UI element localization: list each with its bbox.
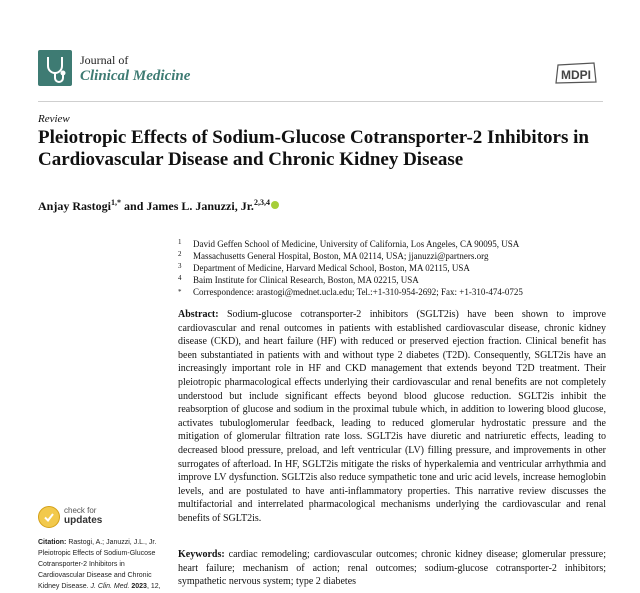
affiliation-number: 4 [178, 274, 182, 282]
check-for-label: check for [64, 506, 97, 515]
correspondence-text[interactable]: Correspondence: arastogi@mednet.ucla.edu; Tel.:+1-310-954-2692; Fax: +1-310-474-0725 [193, 287, 523, 297]
citation-label: Citation: [38, 539, 67, 546]
keywords-text: cardiac remodeling; cardiovascular outcomes; chronic kidney disease; glomerular pressure; heart failure; mechanism of action; renal outcomes; sodium-glucose cotransporter-2 inhibitors; sympathetic nervous system; type 2 diabetes [178, 549, 606, 588]
citation-text: Rastogi, A.; Januzzi, J.L., Jr. Pleiotropic Effects of Sodium-Glucose Cotransporter-2 Inhibitors in Cardiovascular Disease and Chronic Kidney Disease. [38, 539, 157, 590]
stethoscope-icon [38, 50, 72, 86]
header-divider [38, 101, 603, 102]
citation-volume: , 12, [146, 583, 161, 590]
journal-logo [38, 50, 72, 86]
author-connector: and [121, 199, 147, 213]
author-list [38, 198, 279, 214]
affiliation-text: David Geffen School of Medicine, University of California, Los Angeles, CA 90095, USA [193, 239, 520, 249]
article-type: Review [38, 113, 70, 125]
correspondence-marker: * [178, 288, 182, 296]
keywords-label: Keywords: [178, 549, 225, 560]
affiliation-number: 3 [178, 262, 182, 270]
mdpi-logo[interactable] [554, 60, 598, 86]
updates-label: updates [64, 515, 103, 526]
journal-name: Clinical Medicine [80, 68, 191, 84]
orcid-icon[interactable] [271, 201, 279, 209]
article-title: Pleiotropic Effects of Sodium-Glucose Cotransporter-2 Inhibitors in Cardiovascular Disease and Chronic Kidney Disease [38, 127, 589, 170]
affiliation-text[interactable]: Massachusetts General Hospital, Boston, MA 02114, USA; jjanuzzi@partners.org [193, 251, 489, 261]
affiliation-number: 2 [178, 250, 182, 258]
citation-year: 2023 [129, 583, 147, 590]
affiliation-number: 1 [178, 238, 182, 246]
abstract-text: Sodium-glucose cotransporter-2 inhibitors (SGLT2is) have been shown to improve cardiovascular and renal outcomes in patients with established cardiovascular disease, chronic kidney disease (CKD), and heart failure (HF) with reduced or preserved ejection fraction. Clinical benefit has been substantiated in patients with and without type 2 diabetes (T2D). Consequently, SGLT2is have an increasingly important role in HF and CKD management that extends beyond T2D treatment. Their pleiotropic pharmacological effects underlying their cardiovascular and renal benefits are not completely understood but include significant effects beyond blood glucose reduction. SGLT2is inhibit the reabsorption of glucose and sodium in the proximal tubule which, in addition to lowering blood glucose, activates tubuloglomerular feedback, leading to reduced glomerular hydrostatic pressure and the mitigation of glomerular filtration rate loss. SGLT2is have diuretic and natriuretic effects, leading to decreased blood pressure, preload, and left ventricular (LV) filling pressure, and improvements in other surrogates of afterload. In HF, SGLT2is mitigate the risks of hyperkalemia and ventricular arrhythmia and improve LV dysfunction. SGLT2is also reduce sympathetic tone and uric acid levels, increase hemoglobin levels, and are postulated to have anti-inflammatory properties. This narrative review discusses the multifactorial and interrelated pharmacological mechanisms underlying the cardiovascular and renal benefits of SGLT2is. [178, 309, 606, 524]
check-for-updates-button[interactable] [38, 506, 138, 532]
abstract [178, 308, 606, 526]
author-name[interactable]: Anjay Rastogi [38, 199, 112, 213]
keywords [178, 548, 606, 589]
affiliation-text: Department of Medicine, Harvard Medical School, Boston, MA 02115, USA [193, 263, 470, 273]
affiliation-text: Baim Institute for Clinical Research, Boston, MA 02215, USA [193, 275, 419, 285]
citation [38, 537, 166, 592]
author-superscript: 2,3,4 [253, 198, 270, 207]
author-name[interactable]: James L. Januzzi, Jr. [146, 199, 254, 213]
check-for-updates-icon [38, 506, 60, 528]
citation-journal: J. Clin. Med. [90, 583, 130, 590]
journal-prefix: Journal of [80, 53, 129, 67]
publisher-name: MDPI [561, 68, 591, 82]
author-superscript: 1,* [111, 198, 122, 207]
abstract-label: Abstract: [178, 309, 219, 320]
